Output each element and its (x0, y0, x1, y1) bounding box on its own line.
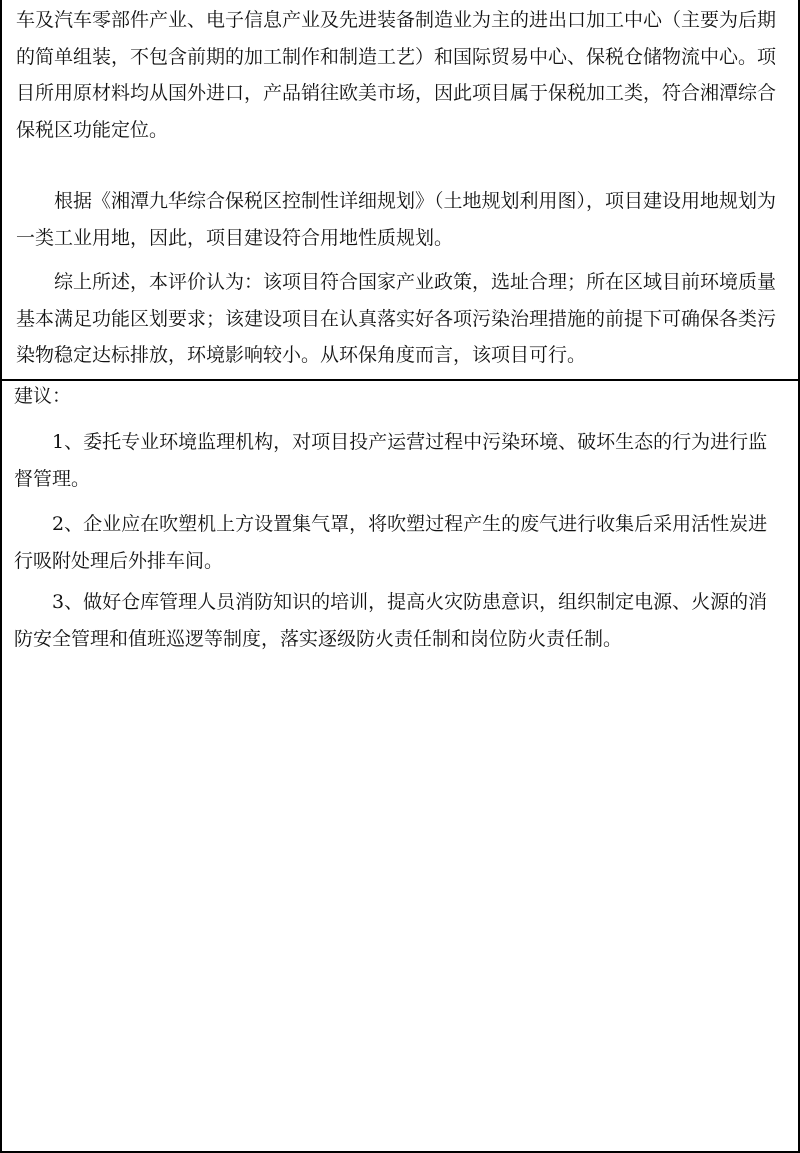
assessment-paragraph-3: 综上所述，本评价认为：该项目符合国家产业政策，选址合理；所在区域目前环境质量基本满足功能区划要求；该建设项目在认真落实好各项污染治理措施的前提下可确保各类污染物稳定达标排放，环境影响较小。从环保角度而言，该项目可行。 (16, 271, 777, 366)
assessment-paragraph-1: 车及汽车零部件产业、电子信息产业及先进装备制造业为主的进出口加工中心（主要为后期的简单组装，不包含前期的加工制作和制造工艺）和国际贸易中心、保税仓储物流中心。项目所用原材料均从国外进口，产品销往欧美市场，因此项目属于保税加工类，符合湘潭综合保税区功能定位。 (16, 9, 777, 141)
assessment-cell (0, 0, 800, 381)
suggestion-item-1: 1、委托专业环境监理机构，对项目投产运营过程中污染环境、破坏生态的行为进行监督管理。 (14, 431, 768, 490)
assessment-paragraph-2: 根据《湘潭九华综合保税区控制性详细规划》（土地规划利用图），项目建设用地规划为一类工业用地，因此，项目建设符合用地性质规划。 (16, 190, 777, 249)
suggestion-item-3: 3、做好仓库管理人员消防知识的培训，提高火灾防患意识，组织制定电源、火源的消防安全管理和值班巡逻等制度，落实逐级防火责任制和岗位防火责任制。 (14, 591, 768, 650)
suggestions-label: 建议： (14, 385, 72, 407)
suggestion-item-2: 2、企业应在吹塑机上方设置集气罩，将吹塑过程产生的废气进行收集后采用活性炭进行吸附处理后外排车间。 (14, 513, 768, 572)
